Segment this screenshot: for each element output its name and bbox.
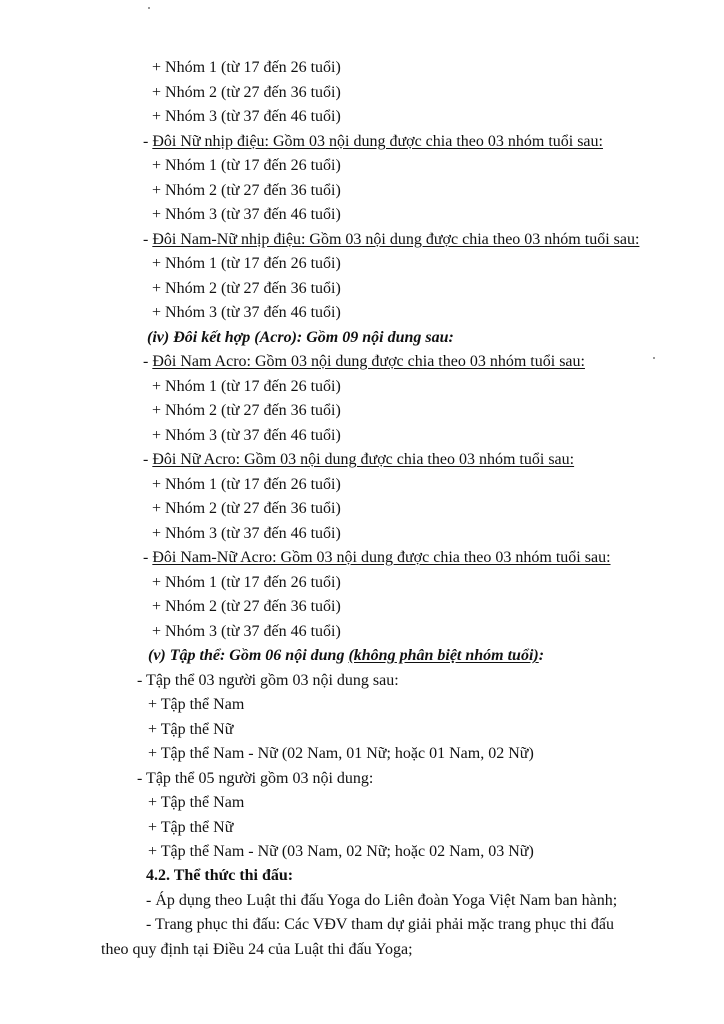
list-item: + Tập thể Nữ (148, 819, 234, 836)
section-heading (143, 230, 639, 250)
list-item: + Nhóm 1 (từ 17 đến 26 tuổi) (152, 157, 341, 174)
paragraph-continuation: theo quy định tại Điều 24 của Luật thi đấu Yoga; (101, 941, 413, 958)
team-title-start: (v) Tập thể: Gồm 06 nội dung (148, 647, 349, 664)
list-item: + Nhóm 3 (từ 37 đến 46 tuổi) (152, 206, 341, 223)
list-item: + Nhóm 1 (từ 17 đến 26 tuổi) (152, 476, 341, 493)
section-heading: - Tập thể 03 người gồm 03 nội dung sau: (137, 672, 399, 689)
list-item: + Tập thể Nữ (148, 721, 234, 738)
list-item: + Nhóm 3 (từ 37 đến 46 tuổi) (152, 525, 341, 542)
heading-dash: - (143, 133, 153, 150)
list-item: + Tập thể Nam - Nữ (03 Nam, 02 Nữ; hoặc 02 Nam, 03 Nữ) (148, 843, 534, 860)
paragraph: - Áp dụng theo Luật thi đấu Yoga do Liên đoàn Yoga Việt Nam ban hành; (146, 892, 618, 909)
section-heading (143, 132, 603, 152)
heading-dash: - (143, 231, 153, 248)
format-title: 4.2. Thể thức thi đấu: (146, 867, 294, 884)
list-item: + Nhóm 2 (từ 27 đến 36 tuổi) (152, 182, 341, 199)
section-heading (143, 352, 585, 372)
list-item: + Nhóm 3 (từ 37 đến 46 tuổi) (152, 427, 341, 444)
list-item: + Nhóm 3 (từ 37 đến 46 tuổi) (152, 304, 341, 321)
heading-text: Đôi Nam-Nữ Acro: Gồm 03 nội dung được chia theo 03 nhóm tuổi sau: (152, 549, 611, 566)
section-heading: - Tập thể 05 người gồm 03 nội dung: (137, 770, 374, 787)
paragraph: - Trang phục thi đấu: Các VĐV tham dự giải phải mặc trang phục thi đấu (146, 916, 614, 933)
heading-text: Đôi Nam-Nữ nhịp điệu: Gồm 03 nội dung được chia theo 03 nhóm tuổi sau: (152, 231, 640, 248)
list-item: + Nhóm 2 (từ 27 đến 36 tuổi) (152, 402, 341, 419)
list-item: + Tập thể Nam - Nữ (02 Nam, 01 Nữ; hoặc 01 Nam, 02 Nữ) (148, 745, 534, 762)
list-item: + Nhóm 2 (từ 27 đến 36 tuổi) (152, 598, 341, 615)
list-item: + Tập thể Nam (148, 696, 245, 713)
list-item: + Nhóm 2 (từ 27 đến 36 tuổi) (152, 280, 341, 297)
list-item: + Tập thể Nam (148, 794, 245, 811)
section-heading (143, 450, 574, 470)
section-heading (143, 548, 611, 568)
team-title-underlined: (không phân biệt nhóm tuổi) (348, 647, 539, 664)
list-item: + Nhóm 1 (từ 17 đến 26 tuổi) (152, 255, 341, 272)
list-item: + Nhóm 3 (từ 37 đến 46 tuổi) (152, 623, 341, 640)
heading-dash: - (143, 353, 153, 370)
heading-dash: - (143, 549, 153, 566)
heading-text: Đôi Nữ nhịp điệu: Gồm 03 nội dung được chia theo 03 nhóm tuổi sau: (152, 133, 603, 150)
list-item: + Nhóm 1 (từ 17 đến 26 tuổi) (152, 574, 341, 591)
list-item: + Nhóm 2 (từ 27 đến 36 tuổi) (152, 500, 341, 517)
list-item: + Nhóm 2 (từ 27 đến 36 tuổi) (152, 84, 341, 101)
scan-speck (148, 7, 150, 9)
list-item: + Nhóm 1 (từ 17 đến 26 tuổi) (152, 59, 341, 76)
acro-title: (iv) Đôi kết hợp (Acro): Gồm 09 nội dung sau: (147, 329, 454, 346)
list-item: + Nhóm 3 (từ 37 đến 46 tuổi) (152, 108, 341, 125)
heading-dash: - (143, 451, 153, 468)
list-item: + Nhóm 1 (từ 17 đến 26 tuổi) (152, 378, 341, 395)
scan-speck (653, 357, 655, 359)
team-title-end: : (538, 647, 545, 664)
heading-text: Đôi Nữ Acro: Gồm 03 nội dung được chia theo 03 nhóm tuổi sau: (152, 451, 575, 468)
heading-text: Đôi Nam Acro: Gồm 03 nội dung được chia theo 03 nhóm tuổi sau: (152, 353, 585, 370)
team-title (148, 646, 544, 666)
